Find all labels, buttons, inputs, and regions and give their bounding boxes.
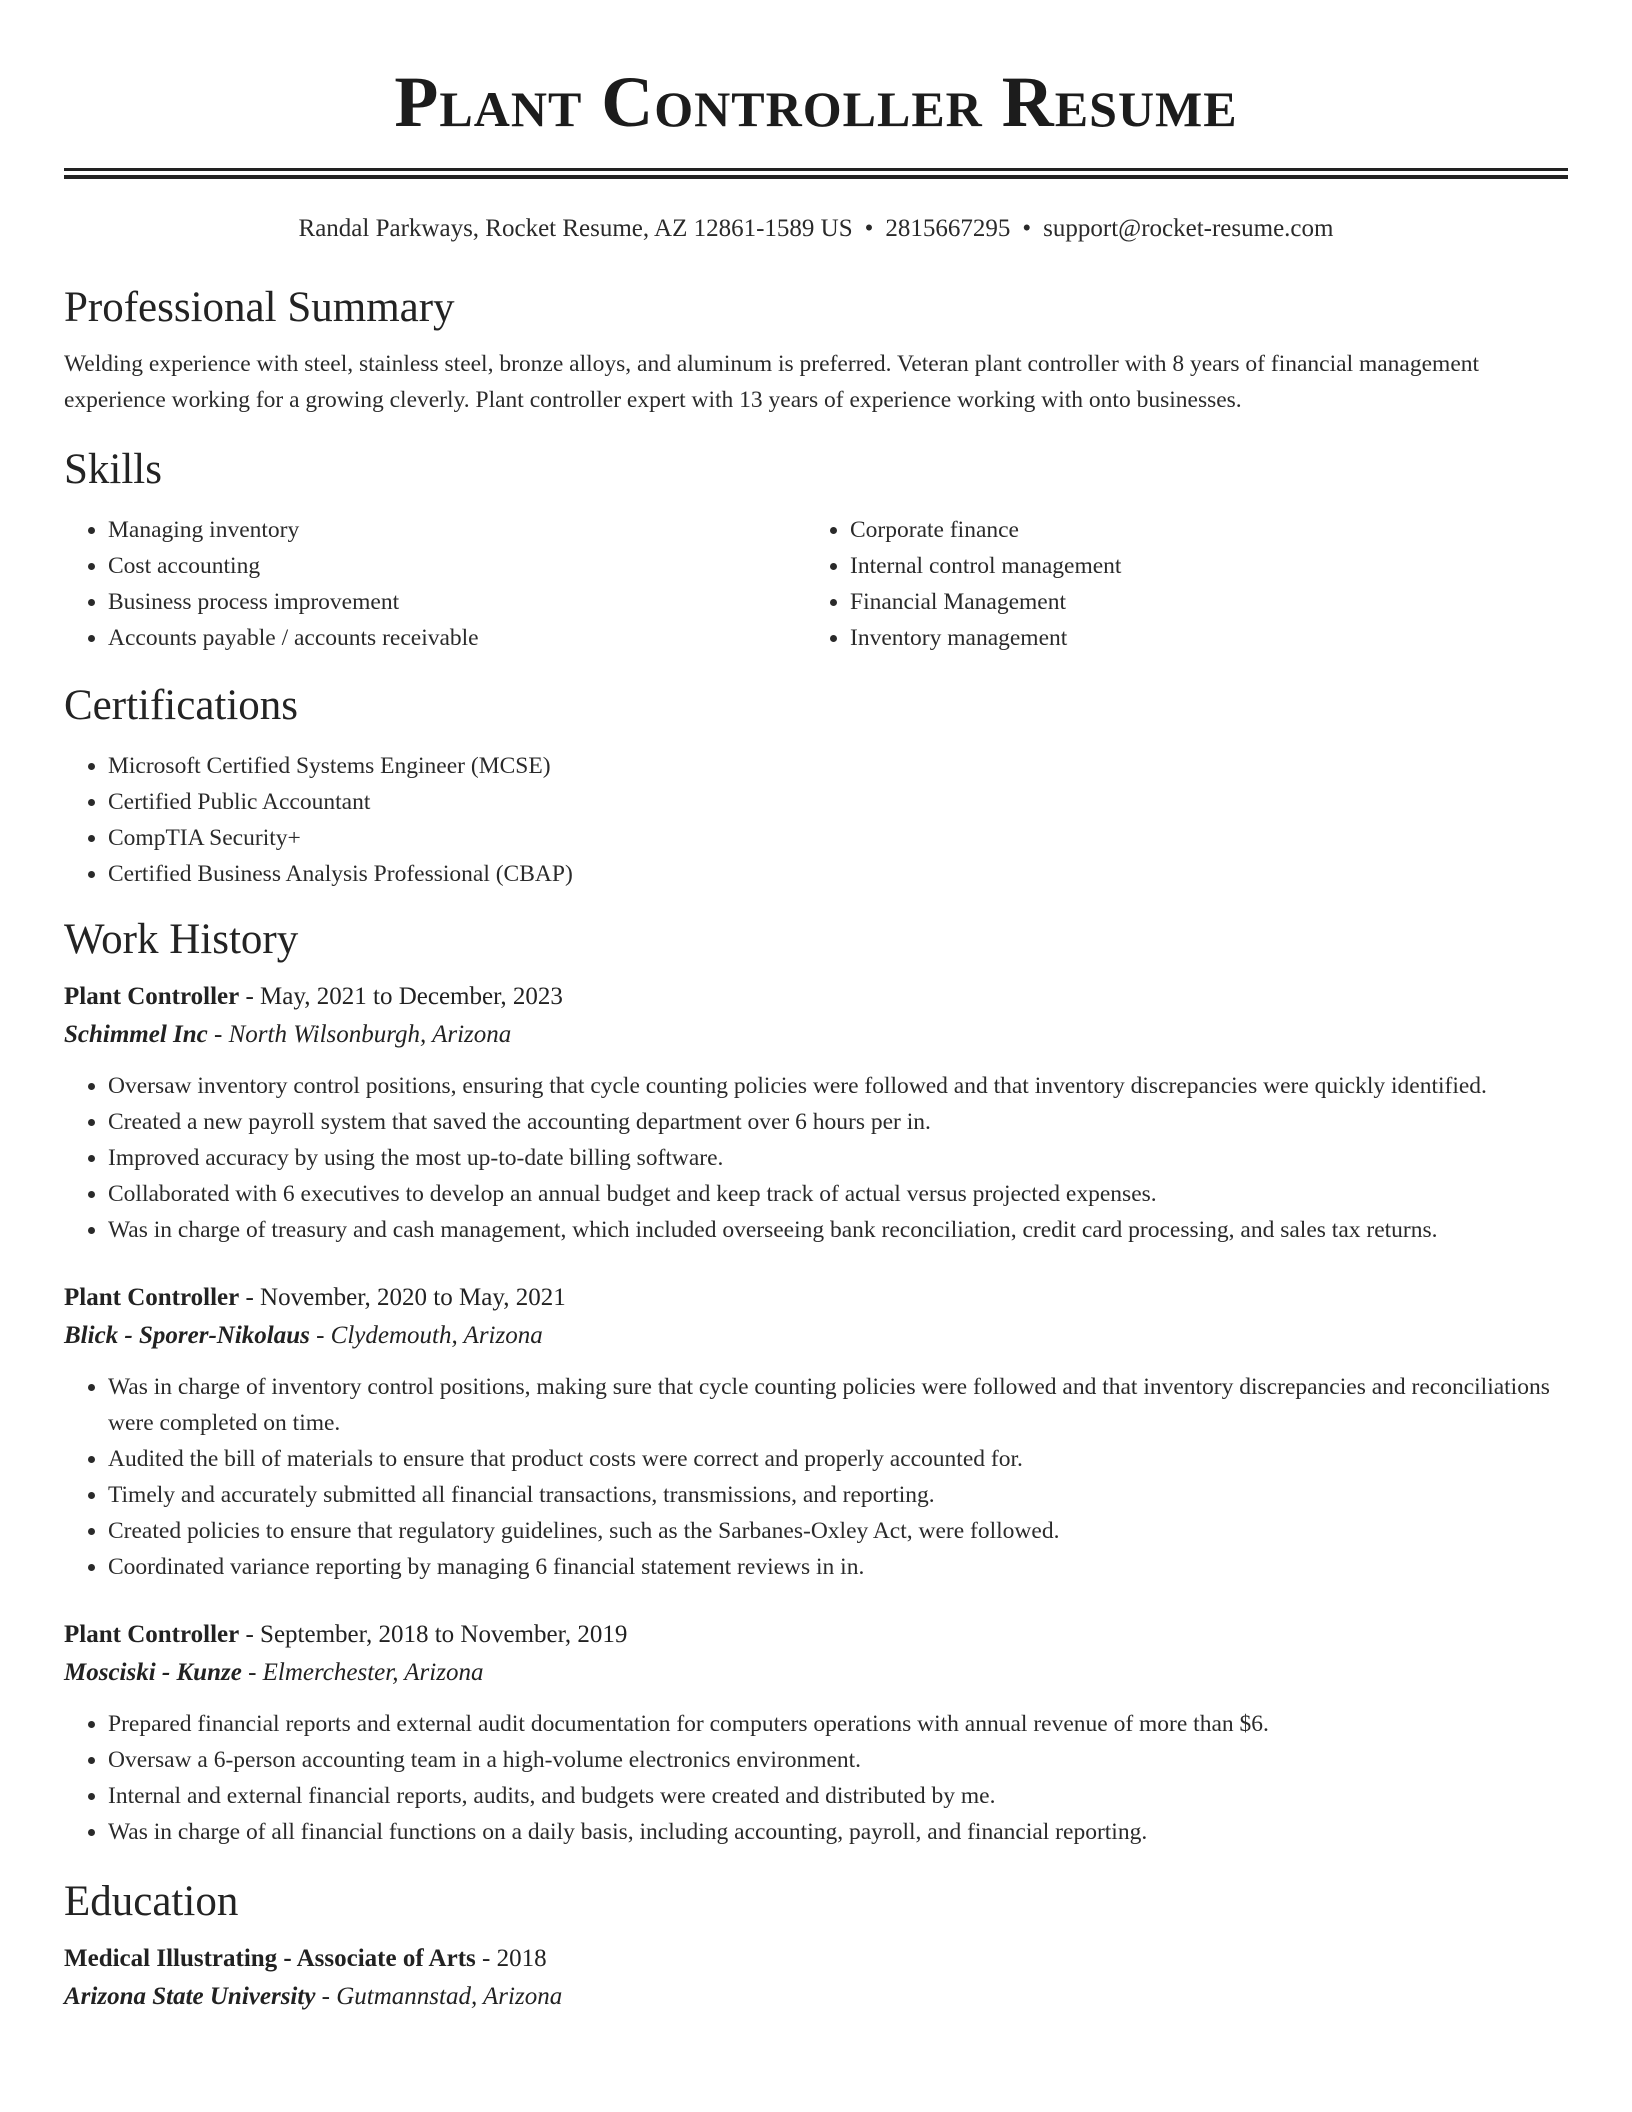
- contact-separator: •: [864, 215, 874, 242]
- education-degree: Medical Illustrating - Associate of Arts: [64, 1945, 476, 1972]
- skill-item: • Internal control management: [850, 548, 1548, 584]
- job-duties-list: [64, 1706, 1568, 1850]
- contact-line: [64, 213, 1568, 245]
- contact-address: Randal Parkways, Rocket Resume, AZ 12861-1589 US: [298, 215, 853, 242]
- job-title: Plant Controller: [64, 1284, 240, 1311]
- job-title-line: [64, 978, 1568, 1016]
- resume-page: [64, 0, 1568, 2016]
- job-entry: [64, 1279, 1568, 1585]
- job-company: Schimmel Inc: [64, 1021, 208, 1048]
- job-company: Blick - Sporer-Nikolaus: [64, 1322, 310, 1349]
- summary-heading: Professional Summary: [64, 284, 455, 331]
- skill-item: • Business process improvement: [108, 584, 806, 620]
- job-duty: • Was in charge of inventory control positions, making sure that cycle counting policies were followed and that inventory discrepancies and reconciliations were completed on time.: [108, 1369, 1568, 1441]
- job-dates: - September, 2018 to November, 2019: [239, 1621, 628, 1648]
- job-duty: • Improved accuracy by using the most up-to-date billing software.: [108, 1140, 1568, 1176]
- title-divider: [64, 168, 1568, 179]
- skill-item: • Cost accounting: [108, 548, 806, 584]
- job-location: - Clydemouth, Arizona: [309, 1322, 543, 1349]
- job-duty: • Created a new payroll system that saved the accounting department over 6 hours per in.: [108, 1104, 1568, 1140]
- resume-title: Plant Controller Resume: [394, 62, 1238, 142]
- skills-list: [64, 512, 1568, 656]
- contact-email: support@rocket-resume.com: [1043, 215, 1334, 242]
- summary-text: Welding experience with steel, stainless steel, bronze alloys, and aluminum is preferred. Veteran plant controller with 8 years of financial management experience working for a growing cleverly. Plant controller expert with 13 years of experience working with onto businesses.: [64, 351, 1480, 413]
- certification-item: • Certified Public Accountant: [108, 784, 1568, 820]
- job-dates: - November, 2020 to May, 2021: [239, 1284, 566, 1311]
- education-degree-line: [64, 1940, 1568, 1978]
- job-duty: • Audited the bill of materials to ensure that product costs were correct and properly accounted for.: [108, 1441, 1568, 1477]
- certifications-list: [64, 748, 1568, 892]
- job-company: Mosciski - Kunze: [64, 1659, 242, 1686]
- contact-separator: •: [1022, 215, 1032, 242]
- job-entry: [64, 978, 1568, 1248]
- job-location: - North Wilsonburgh, Arizona: [207, 1021, 512, 1048]
- job-duties-list: [64, 1068, 1568, 1248]
- education-school: Arizona State University: [64, 1983, 316, 2010]
- education-heading: Education: [64, 1878, 239, 1925]
- skill-item: • Accounts payable / accounts receivable: [108, 620, 806, 656]
- job-entry: [64, 1616, 1568, 1850]
- job-duty: • Was in charge of all financial functions on a daily basis, including accounting, payroll, and financial reporting.: [108, 1814, 1568, 1850]
- job-duty: • Oversaw a 6-person accounting team in a high-volume electronics environment.: [108, 1742, 1568, 1778]
- job-company-line: [64, 1654, 1568, 1692]
- education-location: - Gutmannstad, Arizona: [315, 1983, 563, 2010]
- skill-item: • Financial Management: [850, 584, 1548, 620]
- skills-column-right: [806, 512, 1548, 656]
- job-company-line: [64, 1016, 1568, 1054]
- job-dates: - May, 2021 to December, 2023: [239, 983, 563, 1010]
- job-company-line: [64, 1317, 1568, 1355]
- certification-item: • CompTIA Security+: [108, 820, 1568, 856]
- job-title-line: [64, 1616, 1568, 1654]
- skills-heading: Skills: [64, 446, 162, 493]
- certifications-heading: Certifications: [64, 682, 299, 729]
- job-duty: • Was in charge of treasury and cash management, which included overseeing bank reconciliation, credit card processing, and sales tax returns.: [108, 1212, 1568, 1248]
- education-year: - 2018: [475, 1945, 547, 1972]
- skill-item: • Inventory management: [850, 620, 1548, 656]
- education-school-line: [64, 1978, 1568, 2016]
- job-duty: • Collaborated with 6 executives to develop an annual budget and keep track of actual versus projected expenses.: [108, 1176, 1568, 1212]
- job-title: Plant Controller: [64, 1621, 240, 1648]
- job-duties-list: [64, 1369, 1568, 1585]
- certification-item: • Microsoft Certified Systems Engineer (MCSE): [108, 748, 1568, 784]
- certification-item: • Certified Business Analysis Professional (CBAP): [108, 856, 1568, 892]
- work-history-heading: Work History: [64, 916, 299, 963]
- job-duty: • Coordinated variance reporting by managing 6 financial statement reviews in in.: [108, 1549, 1568, 1585]
- education-entry: [64, 1940, 1568, 2016]
- job-duty: • Oversaw inventory control positions, ensuring that cycle counting policies were followed and that inventory discrepancies were quickly identified.: [108, 1068, 1568, 1104]
- skill-item: • Corporate finance: [850, 512, 1548, 548]
- job-duty: • Timely and accurately submitted all financial transactions, transmissions, and reporting.: [108, 1477, 1568, 1513]
- job-duty: • Prepared financial reports and external audit documentation for computers operations with annual revenue of more than $6.: [108, 1706, 1568, 1742]
- contact-phone: 2815667295: [885, 215, 1011, 242]
- job-title-line: [64, 1279, 1568, 1317]
- job-location: - Elmerchester, Arizona: [241, 1659, 484, 1686]
- job-title: Plant Controller: [64, 983, 240, 1010]
- job-duty: • Created policies to ensure that regulatory guidelines, such as the Sarbanes-Oxley Act, were followed.: [108, 1513, 1568, 1549]
- skills-column-left: [64, 512, 806, 656]
- job-duty: • Internal and external financial reports, audits, and budgets were created and distributed by me.: [108, 1778, 1568, 1814]
- skill-item: • Managing inventory: [108, 512, 806, 548]
